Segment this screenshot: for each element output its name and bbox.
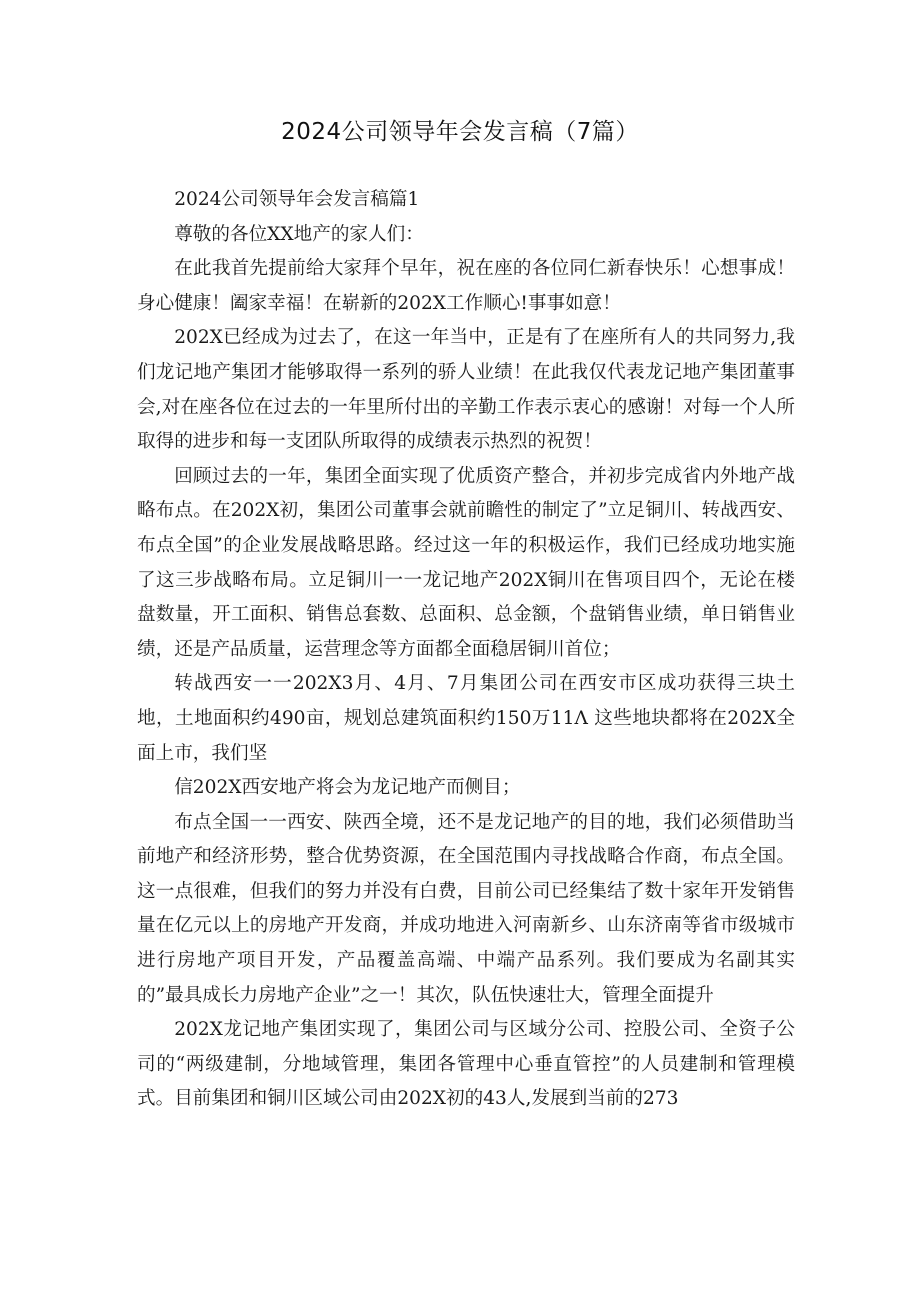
- salutation: 尊敬的各位XX地产的家人们：: [174, 223, 424, 245]
- paragraph: 回顾过去的一年，集团全面实现了优质资产整合，并初步完成省内外地产战略布点。在202X初，集团公司董事会就前瞻性的制定了”立足铜川、转战西安、布点全国”的企业发展战略思路。经过这一年的积极运作，我们已经成功地实施了这三步战略布局。立足铜川一一龙记地产202X铜川在售项目四个，无论在楼盘数量，开工面积、销售总套数、总面积、总金额，个盘销售业绩，单日销售业绩，还是产品质量，运营理念等方面都全面稳居铜川首位；: [137, 465, 795, 660]
- paragraph: 信202X西安地产将会为龙记地产而侧目；: [174, 777, 521, 799]
- paragraph: 布点全国一一西安、陕西全境，还不是龙记地产的目的地，我们必须借助当前地产和经济形势，整合优势资源，在全国范围内寻找战略合作商，布点全国。这一点很难，但我们的努力并没有白费，目前公司已经集结了数十家年开发销售量在亿元以上的房地产开发商，并成功地进入河南新乡、山东济南等省市级城市进行房地产项目开发，产品覆盖高端、中端产品系列。我们要成为名副其实的”最具成长力房地产企业”之一！其次，队伍快速壮大，管理全面提升: [137, 811, 795, 1006]
- document-title: 2024公司领导年会发言稿（7篇）: [281, 119, 639, 145]
- document-body: [137, 183, 795, 1117]
- section-heading: 2024公司领导年会发言稿篇1: [174, 189, 420, 210]
- paragraph: 在此我首先提前给大家拜个早年，祝在座的各位同仁新春快乐！心想事成！身心健康！阖家幸福！在崭新的202X工作顺心!事事如意！: [137, 258, 795, 314]
- paragraph: 202X龙记地产集团实现了，集团公司与区域分公司、控股公司、全资子公司的“两级建制，分地域管理，集团各管理中心垂直管控”的人员建制和管理模式。目前集团和铜川区域公司由202X初的43人,发展到当前的273: [137, 1019, 795, 1110]
- paragraph: 转战西安一一202X3月、4月、7月集团公司在西安市区成功获得三块土地，土地面积约490亩，规划总建筑面积约150万11Λ 这些地块都将在202X全面上市，我们坚: [137, 673, 795, 764]
- paragraph: 202X已经成为过去了，在这一年当中，正是有了在座所有人的共同努力,我们龙记地产集团才能够取得一系列的骄人业绩！在此我仅代表龙记地产集团董事会,对在座各位在过去的一年里所付出的辛勤工作表示衷心的感谢！对每一个人所取得的进步和每一支团队所取得的成绩表示热烈的祝贺！: [137, 327, 795, 453]
